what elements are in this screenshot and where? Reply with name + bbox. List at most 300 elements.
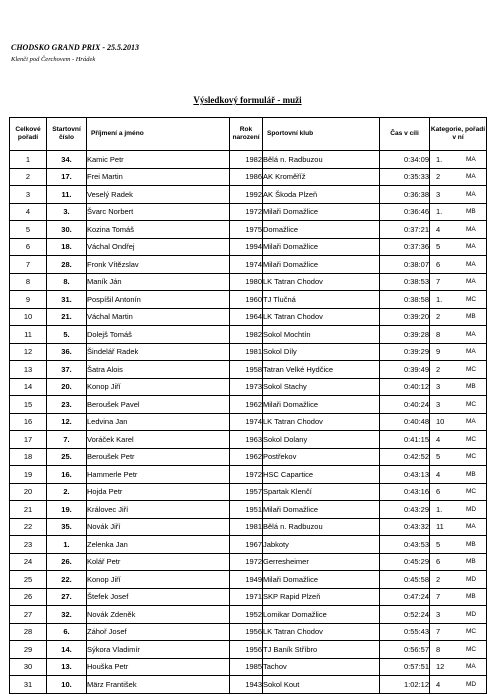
results-table-header [10, 118, 487, 151]
cell-start-number: 2. [47, 483, 87, 501]
cell-club: Milaři Domažlice [263, 203, 380, 221]
cell-start-number: 26. [47, 553, 87, 571]
cell-name: Královec Jiří [87, 501, 230, 519]
cell-category [430, 221, 487, 239]
cell-start-number: 23. [47, 396, 87, 414]
cell-birth-year: 1957 [230, 483, 263, 501]
cell-club: Bělá n. Radbuzou [263, 518, 380, 536]
cell-time: 1:02:12 [380, 676, 430, 694]
event-location: Klenči pod Čerchovem - Hrádek [11, 56, 96, 63]
cell-category [430, 676, 487, 694]
category-code: MB [466, 208, 476, 216]
category-rank: 8 [436, 644, 441, 654]
cell-club: Tachov [263, 658, 380, 676]
cell-club: Milaři Domažlice [263, 256, 380, 274]
cell-start-number: 17. [47, 168, 87, 186]
cell-start-number: 30. [47, 221, 87, 239]
cell-position: 8 [10, 273, 47, 291]
cell-birth-year: 1951 [230, 501, 263, 519]
table-row [10, 378, 487, 396]
cell-time: 0:36:38 [380, 186, 430, 204]
category-code: MC [466, 645, 477, 653]
cell-position: 23 [10, 536, 47, 554]
cell-position: 29 [10, 641, 47, 659]
table-row [10, 203, 487, 221]
cell-name: Pospíšil Antonín [87, 291, 230, 309]
cell-time: 0:43:32 [380, 518, 430, 536]
category-wrapper [430, 151, 486, 168]
cell-category [430, 588, 487, 606]
cell-time: 0:47:24 [380, 588, 430, 606]
cell-club: Tatran Velké Hydčice [263, 361, 380, 379]
category-wrapper [430, 309, 486, 326]
cell-name: Šatra Alois [87, 361, 230, 379]
cell-name: Voráček Karel [87, 431, 230, 449]
cell-start-number: 3. [47, 203, 87, 221]
category-wrapper [430, 606, 486, 623]
cell-category [430, 553, 487, 571]
cell-position: 21 [10, 501, 47, 519]
cell-time: 0:43:29 [380, 501, 430, 519]
cell-position: 13 [10, 361, 47, 379]
category-wrapper [430, 501, 486, 518]
cell-start-number: 32. [47, 606, 87, 624]
category-code: MA [466, 225, 476, 233]
cell-club: LK Tatran Chodov [263, 273, 380, 291]
cell-time: 0:43:16 [380, 483, 430, 501]
cell-position: 7 [10, 256, 47, 274]
cell-category [430, 168, 487, 186]
cell-time: 0:41:15 [380, 431, 430, 449]
cell-name: Konop Jiří [87, 378, 230, 396]
table-row [10, 308, 487, 326]
category-code: MA [466, 418, 476, 426]
column-header-birth-year: Rok narození [230, 118, 263, 151]
cell-time: 0:38:07 [380, 256, 430, 274]
cell-position: 4 [10, 203, 47, 221]
table-row [10, 641, 487, 659]
category-wrapper [430, 659, 486, 676]
cell-time: 0:38:58 [380, 291, 430, 309]
category-rank: 5 [436, 539, 441, 549]
cell-club: Jabkoty [263, 536, 380, 554]
category-rank: 4 [436, 679, 441, 689]
column-header-position: Celkové pořadí [10, 118, 47, 151]
category-wrapper [430, 571, 486, 588]
cell-category [430, 396, 487, 414]
category-wrapper [430, 554, 486, 571]
category-code: MA [466, 663, 476, 671]
cell-club: Sokol Díly [263, 343, 380, 361]
category-rank: 7 [436, 627, 441, 637]
category-rank: 1. [436, 207, 443, 217]
category-code: MB [466, 593, 476, 601]
cell-start-number: 14. [47, 641, 87, 659]
cell-club: Domažlice [263, 221, 380, 239]
category-wrapper [430, 186, 486, 203]
cell-club: LK Tatran Chodov [263, 308, 380, 326]
cell-start-number: 34. [47, 151, 87, 169]
cell-birth-year: 1962 [230, 396, 263, 414]
cell-position: 14 [10, 378, 47, 396]
cell-position: 1 [10, 151, 47, 169]
cell-time: 0:45:58 [380, 571, 430, 589]
category-wrapper [430, 274, 486, 291]
category-rank: 7 [436, 592, 441, 602]
category-rank: 2 [436, 172, 441, 182]
category-rank: 4 [436, 469, 441, 479]
cell-category [430, 378, 487, 396]
event-title: CHODSKO GRAND PRIX - 25.5.2013 [11, 43, 140, 52]
category-code: MD [466, 610, 477, 618]
cell-start-number: 19. [47, 501, 87, 519]
category-wrapper [430, 676, 486, 693]
cell-name: Váchal Ondřej [87, 238, 230, 256]
cell-category [430, 361, 487, 379]
category-rank: 2 [436, 312, 441, 322]
category-code: MA [466, 523, 476, 531]
table-row [10, 291, 487, 309]
cell-club: AK Škoda Plzeň [263, 186, 380, 204]
category-code: MA [466, 348, 476, 356]
cell-birth-year: 1982 [230, 326, 263, 344]
category-code: MC [466, 628, 477, 636]
cell-position: 24 [10, 553, 47, 571]
cell-birth-year: 1956 [230, 641, 263, 659]
cell-category [430, 518, 487, 536]
cell-category [430, 571, 487, 589]
category-code: MD [466, 575, 477, 583]
cell-name: Beroušek Petr [87, 448, 230, 466]
category-wrapper [430, 519, 486, 536]
cell-position: 10 [10, 308, 47, 326]
category-wrapper [430, 466, 486, 483]
cell-birth-year: 1943 [230, 676, 263, 694]
table-row [10, 676, 487, 694]
category-rank: 3 [436, 609, 441, 619]
results-table-body [10, 151, 487, 694]
table-row [10, 273, 487, 291]
cell-club: Milaři Domažlice [263, 396, 380, 414]
column-header-name: Příjmení a jméno [87, 118, 230, 151]
cell-birth-year: 1949 [230, 571, 263, 589]
cell-time: 0:37:36 [380, 238, 430, 256]
cell-start-number: 37. [47, 361, 87, 379]
category-wrapper [430, 379, 486, 396]
cell-category [430, 658, 487, 676]
cell-club: Sokol Dolany [263, 431, 380, 449]
table-row [10, 658, 487, 676]
cell-name: Záhoř Josef [87, 623, 230, 641]
cell-name: Váchal Martin [87, 308, 230, 326]
cell-club: AK Kroměříž [263, 168, 380, 186]
table-row [10, 588, 487, 606]
cell-position: 19 [10, 466, 47, 484]
cell-club: Bělá n. Radbuzou [263, 151, 380, 169]
cell-club: Sokol Mochtín [263, 326, 380, 344]
cell-category [430, 273, 487, 291]
cell-position: 16 [10, 413, 47, 431]
cell-time: 0:42:52 [380, 448, 430, 466]
cell-club: TJ Baník Stříbro [263, 641, 380, 659]
cell-birth-year: 1985 [230, 658, 263, 676]
cell-club: LK Tatran Chodov [263, 623, 380, 641]
table-row [10, 448, 487, 466]
cell-position: 28 [10, 623, 47, 641]
cell-birth-year: 1972 [230, 466, 263, 484]
cell-name: März František [87, 676, 230, 694]
cell-birth-year: 1972 [230, 203, 263, 221]
cell-start-number: 18. [47, 238, 87, 256]
cell-position: 22 [10, 518, 47, 536]
cell-category [430, 606, 487, 624]
cell-category [430, 256, 487, 274]
cell-name: Houška Petr [87, 658, 230, 676]
cell-time: 0:40:12 [380, 378, 430, 396]
cell-start-number: 13. [47, 658, 87, 676]
cell-category [430, 343, 487, 361]
cell-club: Lomikar Domažlice [263, 606, 380, 624]
category-code: MC [466, 453, 477, 461]
category-rank: 2 [436, 574, 441, 584]
cell-birth-year: 1952 [230, 606, 263, 624]
cell-birth-year: 1956 [230, 623, 263, 641]
category-wrapper [430, 641, 486, 658]
category-code: MA [466, 155, 476, 163]
cell-name: Dolejš Tomáš [87, 326, 230, 344]
cell-birth-year: 1964 [230, 308, 263, 326]
cell-name: Hojda Petr [87, 483, 230, 501]
table-row [10, 238, 487, 256]
cell-club: Sokol Stachy [263, 378, 380, 396]
category-wrapper [430, 256, 486, 273]
cell-position: 20 [10, 483, 47, 501]
column-header-category: Kategorie, pořadí v ní [430, 118, 487, 151]
category-code: MB [466, 470, 476, 478]
cell-time: 0:39:20 [380, 308, 430, 326]
category-rank: 8 [436, 329, 441, 339]
cell-birth-year: 1981 [230, 343, 263, 361]
table-row [10, 326, 487, 344]
category-rank: 5 [436, 242, 441, 252]
cell-club: Sokol Kout [263, 676, 380, 694]
category-rank: 6 [436, 259, 441, 269]
cell-start-number: 11. [47, 186, 87, 204]
category-wrapper [430, 484, 486, 501]
cell-time: 0:34:09 [380, 151, 430, 169]
column-header-start-number: Startovní číslo [47, 118, 87, 151]
cell-category [430, 501, 487, 519]
cell-time: 0:57:51 [380, 658, 430, 676]
table-row [10, 466, 487, 484]
table-row [10, 606, 487, 624]
category-code: MA [466, 330, 476, 338]
category-rank: 9 [436, 347, 441, 357]
category-code: MA [466, 173, 476, 181]
results-table [9, 117, 487, 694]
column-header-club: Sportovní klub [263, 118, 380, 151]
table-row [10, 483, 487, 501]
cell-time: 0:39:29 [380, 343, 430, 361]
category-code: MB [466, 540, 476, 548]
category-rank: 6 [436, 557, 441, 567]
cell-position: 31 [10, 676, 47, 694]
table-row [10, 256, 487, 274]
cell-club: Milaři Domažlice [263, 238, 380, 256]
category-rank: 4 [436, 224, 441, 234]
cell-time: 0:40:24 [380, 396, 430, 414]
cell-club: LK Tatran Chodov [263, 413, 380, 431]
cell-club: HSC Capartice [263, 466, 380, 484]
cell-position: 9 [10, 291, 47, 309]
cell-start-number: 8. [47, 273, 87, 291]
cell-start-number: 16. [47, 466, 87, 484]
category-wrapper [430, 361, 486, 378]
category-code: MC [466, 488, 477, 496]
cell-birth-year: 1962 [230, 448, 263, 466]
category-wrapper [430, 536, 486, 553]
cell-position: 26 [10, 588, 47, 606]
table-row [10, 361, 487, 379]
cell-time: 0:36:46 [380, 203, 430, 221]
category-wrapper [430, 344, 486, 361]
cell-birth-year: 1974 [230, 256, 263, 274]
cell-birth-year: 1973 [230, 378, 263, 396]
cell-birth-year: 1986 [230, 168, 263, 186]
cell-position: 18 [10, 448, 47, 466]
cell-position: 17 [10, 431, 47, 449]
category-rank: 3 [436, 382, 441, 392]
table-row [10, 221, 487, 239]
cell-position: 6 [10, 238, 47, 256]
cell-position: 30 [10, 658, 47, 676]
cell-category [430, 308, 487, 326]
table-row [10, 413, 487, 431]
cell-category [430, 466, 487, 484]
cell-position: 2 [10, 168, 47, 186]
category-code: MD [466, 680, 477, 688]
category-code: MB [466, 558, 476, 566]
cell-category [430, 326, 487, 344]
cell-birth-year: 1974 [230, 413, 263, 431]
table-row [10, 518, 487, 536]
cell-start-number: 28. [47, 256, 87, 274]
cell-start-number: 6. [47, 623, 87, 641]
cell-club: Gerresheimer [263, 553, 380, 571]
cell-category [430, 291, 487, 309]
category-wrapper [430, 239, 486, 256]
category-rank: 1. [436, 504, 443, 514]
category-code: MC [466, 365, 477, 373]
cell-start-number: 1. [47, 536, 87, 554]
cell-time: 0:39:28 [380, 326, 430, 344]
cell-club: Spartak Klenčí [263, 483, 380, 501]
cell-position: 5 [10, 221, 47, 239]
cell-club: TJ Tlučná [263, 291, 380, 309]
category-wrapper [430, 624, 486, 641]
cell-time: 0:40:48 [380, 413, 430, 431]
category-rank: 4 [436, 434, 441, 444]
cell-category [430, 151, 487, 169]
cell-position: 25 [10, 571, 47, 589]
cell-category [430, 536, 487, 554]
category-rank: 1. [436, 154, 443, 164]
cell-time: 0:38:53 [380, 273, 430, 291]
cell-time: 0:43:13 [380, 466, 430, 484]
category-rank: 6 [436, 487, 441, 497]
category-wrapper [430, 589, 486, 606]
document-title-text: Výsledkový formulář - muži [193, 95, 302, 105]
cell-category [430, 641, 487, 659]
cell-start-number: 20. [47, 378, 87, 396]
cell-name: Kamic Petr [87, 151, 230, 169]
cell-club: SKP Rapid Plzeň [263, 588, 380, 606]
table-row [10, 623, 487, 641]
cell-start-number: 22. [47, 571, 87, 589]
cell-name: Konop Jiří [87, 571, 230, 589]
cell-position: 11 [10, 326, 47, 344]
category-code: MD [466, 505, 477, 513]
cell-time: 0:39:49 [380, 361, 430, 379]
cell-name: Kolář Petr [87, 553, 230, 571]
category-rank: 7 [436, 277, 441, 287]
cell-name: Kozina Tomáš [87, 221, 230, 239]
category-wrapper [430, 396, 486, 413]
cell-category [430, 203, 487, 221]
table-row [10, 431, 487, 449]
cell-name: Maník Ján [87, 273, 230, 291]
cell-position: 15 [10, 396, 47, 414]
category-wrapper [430, 431, 486, 448]
cell-category [430, 413, 487, 431]
cell-time: 0:37:21 [380, 221, 430, 239]
category-code: MB [466, 383, 476, 391]
category-code: MC [466, 435, 477, 443]
cell-name: Frei Martin [87, 168, 230, 186]
cell-start-number: 31. [47, 291, 87, 309]
table-row [10, 396, 487, 414]
cell-time: 0:35:33 [380, 168, 430, 186]
category-rank: 11 [436, 522, 444, 532]
column-header-time: Čas v cíli [380, 118, 430, 151]
cell-name: Štefek Josef [87, 588, 230, 606]
cell-start-number: 10. [47, 676, 87, 694]
category-rank: 12 [436, 662, 445, 672]
cell-name: Novák Jiří [87, 518, 230, 536]
cell-start-number: 12. [47, 413, 87, 431]
cell-name: Veselý Radek [87, 186, 230, 204]
category-wrapper [430, 291, 486, 308]
category-code: MC [466, 400, 477, 408]
cell-birth-year: 1981 [230, 518, 263, 536]
category-code: MA [466, 260, 476, 268]
cell-category [430, 238, 487, 256]
cell-start-number: 5. [47, 326, 87, 344]
category-code: MB [466, 313, 476, 321]
category-rank: 2 [436, 364, 441, 374]
cell-time: 0:56:57 [380, 641, 430, 659]
cell-birth-year: 1994 [230, 238, 263, 256]
cell-time: 0:52:24 [380, 606, 430, 624]
cell-birth-year: 1958 [230, 361, 263, 379]
category-wrapper [430, 449, 486, 466]
category-wrapper [430, 169, 486, 186]
category-code: MA [466, 278, 476, 286]
category-rank: 1. [436, 294, 443, 304]
table-row [10, 168, 487, 186]
cell-category [430, 483, 487, 501]
cell-birth-year: 1980 [230, 273, 263, 291]
